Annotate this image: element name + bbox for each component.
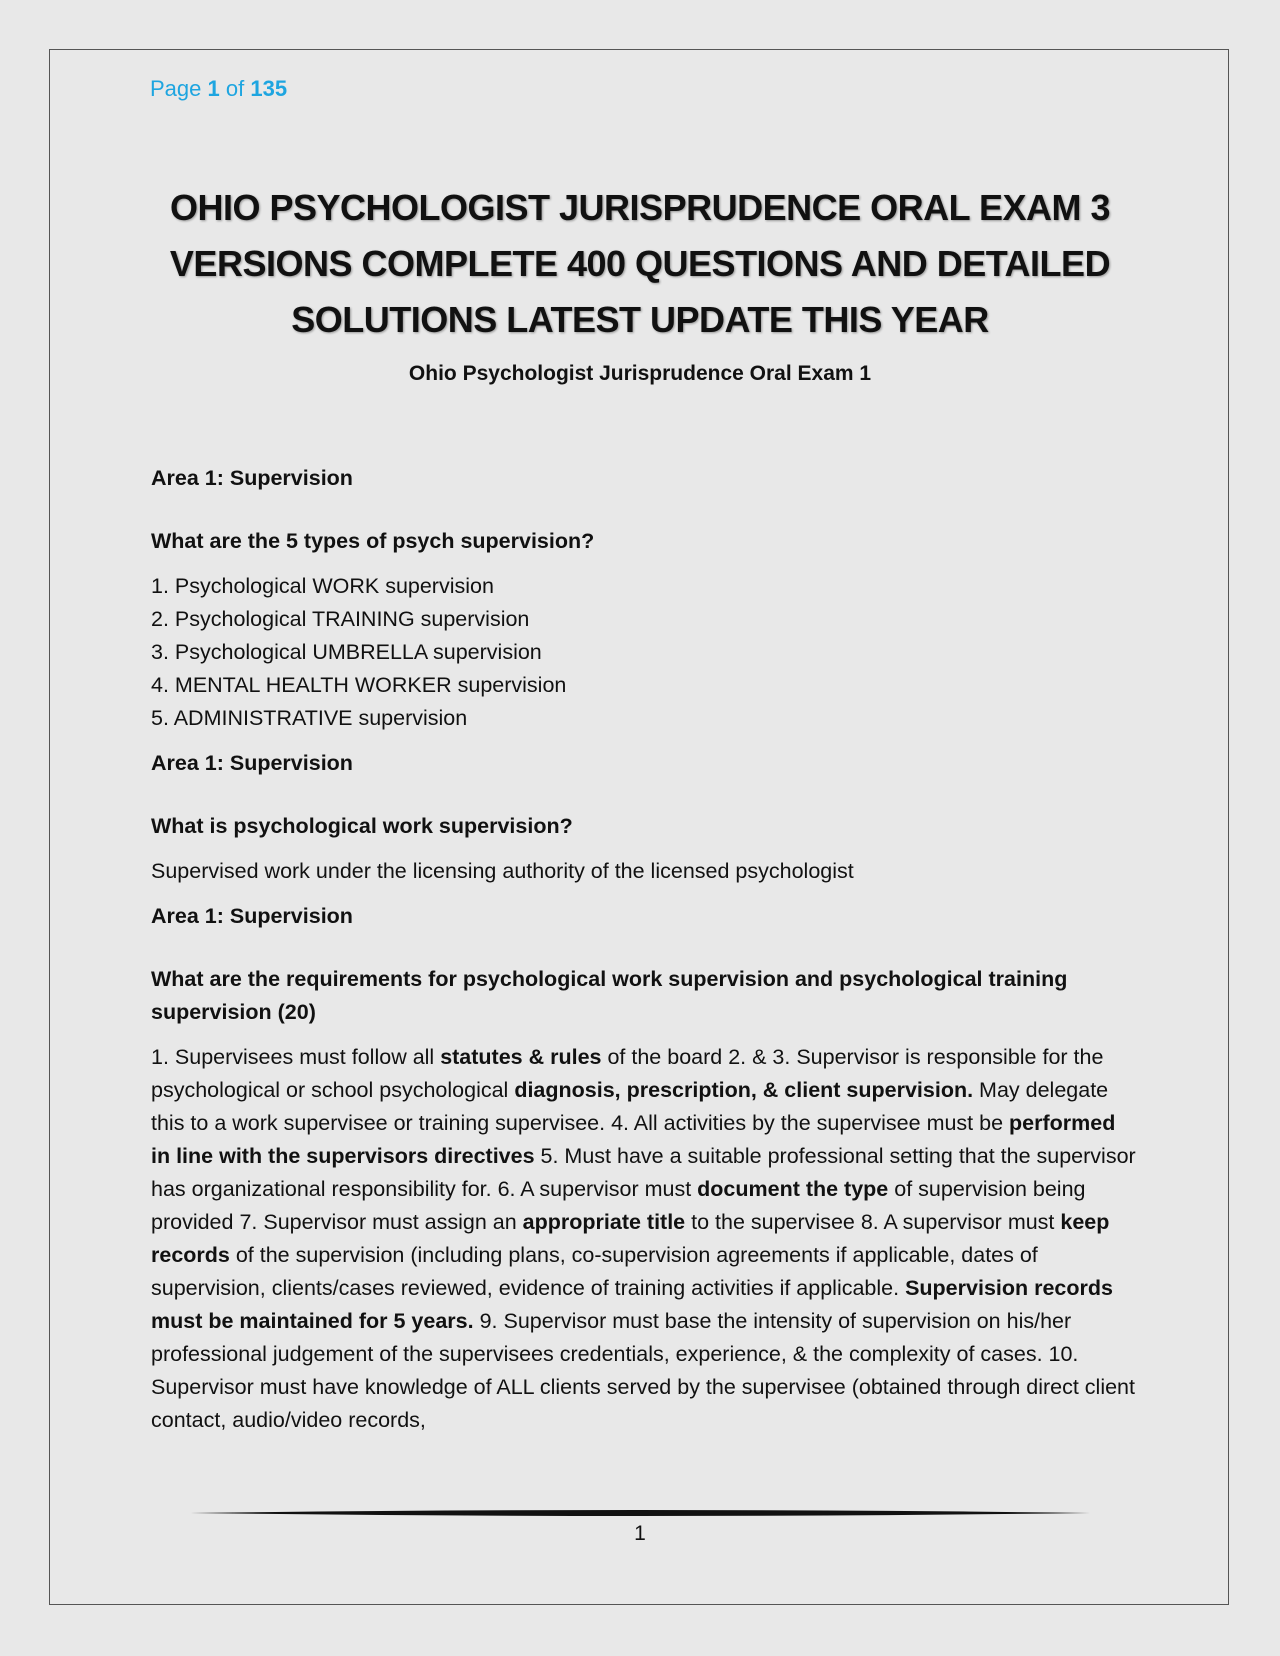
text-run: 9. Supervisor must base the intensity of supervision on his/her professional judgement of the supervisees credentials, experience, & the complexity of cases. 10. Supervisor must have knowledge of ALL clients served by the supervisee (obtained through direct client contact, audio/video records, — [151, 1309, 1135, 1432]
answer: Supervised work under the licensing authority of the licensed psychologist — [151, 859, 854, 883]
bold-text-run: performed in line with the supervisors directives — [151, 1111, 1116, 1168]
page-counter — [150, 76, 287, 102]
list-item: 3. Psychological UMBRELLA supervision — [151, 640, 542, 664]
area-heading: Area 1: Supervision — [151, 751, 353, 775]
list-item: 2. Psychological TRAINING supervision — [151, 607, 530, 631]
area-heading: Area 1: Supervision — [151, 466, 353, 490]
bold-text-run: appropriate title — [522, 1210, 686, 1234]
text-run: 5. Must have a suitable professional setting that the supervisor has organizational responsibility for. 6. A supervisor must — [151, 1144, 1136, 1201]
bold-text-run: document the type — [697, 1177, 889, 1201]
bold-text-run: Supervision records must be maintained for 5 years. — [151, 1276, 1113, 1333]
page-counter-prefix: Page — [150, 76, 202, 101]
page-counter-total: 135 — [250, 76, 288, 101]
text-run: of the board 2. & 3. Supervisor is responsible for the psychological or school psychological — [151, 1045, 1104, 1102]
text-run: of the supervision (including plans, co-supervision agreements if applicable, dates of supervision, clients/cases reviewed, evidence of training activities if applicable. — [151, 1243, 1038, 1300]
bold-text-run: statutes & rules — [440, 1045, 602, 1069]
question: What are the requirements for psychological work supervision and psychological training supervision (20) — [151, 967, 1068, 1024]
area-heading: Area 1: Supervision — [151, 904, 353, 928]
page-counter-of: of — [225, 76, 245, 101]
document-title: OHIO PSYCHOLOGIST JURISPRUDENCE ORAL EXAM 3 VERSIONS COMPLETE 400 QUESTIONS AND DETAILED SOLUTIONS LATEST UPDATE THIS YEAR — [169, 187, 1111, 340]
document-body — [151, 462, 1136, 1437]
list-item: 4. MENTAL HEALTH WORKER supervision — [151, 673, 567, 697]
answer-paragraph — [151, 1041, 1136, 1437]
document-subtitle: Ohio Psychologist Jurisprudence Oral Exam 1 — [408, 362, 872, 385]
text-run: of supervision being provided 7. Supervisor must assign an — [151, 1177, 1086, 1234]
list-item: 5. ADMINISTRATIVE supervision — [151, 706, 468, 730]
answer-list — [151, 570, 1136, 735]
question: What are the 5 types of psych supervision? — [151, 529, 595, 553]
list-item: 1. Psychological WORK supervision — [151, 574, 494, 598]
text-run: 1. Supervisees must follow all — [151, 1045, 441, 1069]
text-run: May delegate this to a work supervisee or training supervisee. 4. All activities by the supervisee must be — [151, 1078, 1109, 1135]
bold-text-run: keep records — [151, 1210, 1110, 1267]
footer-rule — [190, 1506, 1090, 1520]
question: What is psychological work supervision? — [151, 814, 573, 838]
page-number: 1 — [634, 1522, 646, 1545]
page-counter-current: 1 — [207, 76, 220, 101]
bold-text-run: diagnosis, prescription, & client supervision. — [514, 1078, 974, 1102]
text-run: to the supervisee 8. A supervisor must — [685, 1210, 1061, 1234]
